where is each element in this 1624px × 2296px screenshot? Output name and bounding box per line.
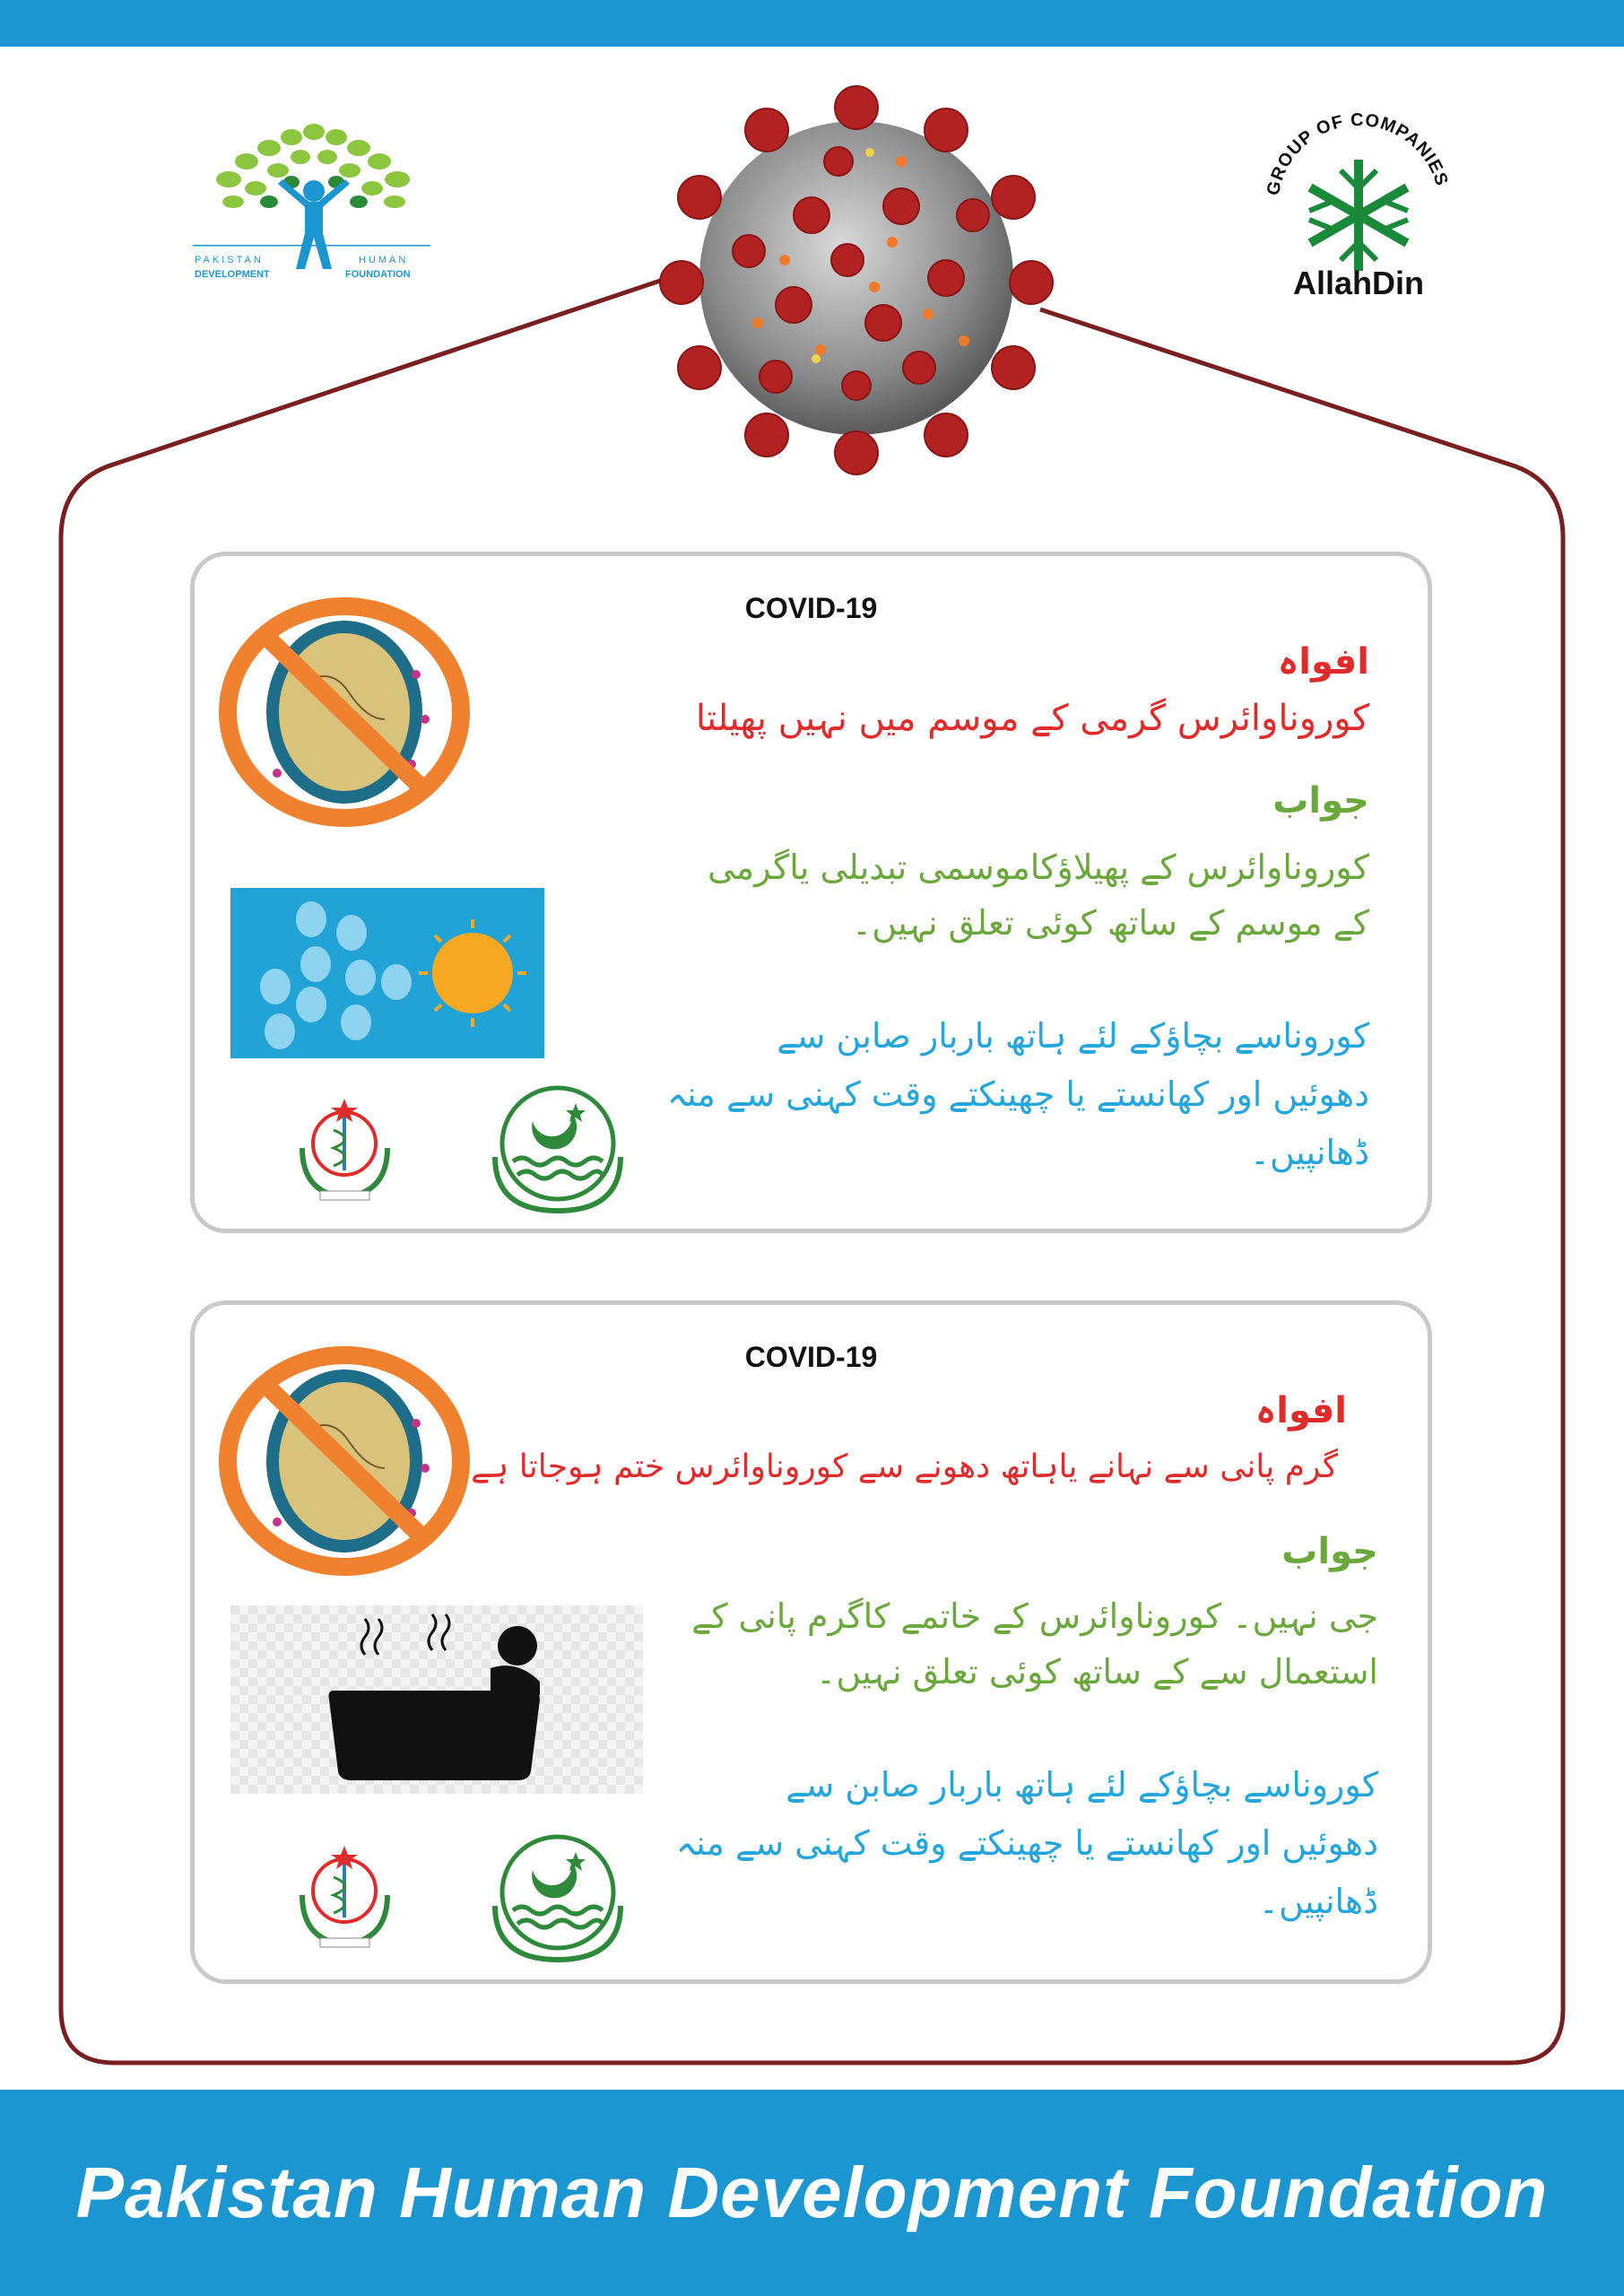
allahdin-arc-text: GROUP OF COMPANIES — [1263, 109, 1452, 197]
card-1-myth-heading: افواہ — [1277, 641, 1369, 683]
no-virus-icon — [214, 1343, 474, 1580]
phdf-logo-text-1: PAKISTAN — [195, 255, 264, 265]
hot-bath-picture — [230, 1605, 643, 1794]
card-2-answer-line-1: جی نہیں۔ کوروناوائرس کے خاتمے کاگرم پانی کے — [691, 1596, 1378, 1636]
phdf-logo-text-4: FOUNDATION — [345, 269, 411, 280]
card-1-title: COVID-19 — [744, 592, 878, 624]
punjab-government-seal — [477, 1825, 638, 1964]
card-2-myth-text: گرم پانی سے نہانے یاہاتھ دھونے سے کوروناوائرس ختم ہوجاتا ہے — [471, 1448, 1338, 1485]
card-1-myth-text: کوروناوائرس گرمی کے موسم میں نہیں پھیلتا — [695, 698, 1369, 739]
card-2-myth-heading: افواہ — [1255, 1390, 1347, 1431]
info-card-2 — [190, 1300, 1432, 1984]
allahdin-brand: AllahDin — [1292, 265, 1425, 301]
phdf-logo-text-3: DEVELOPMENT — [195, 269, 270, 280]
card-1-advice-line-3: ڈھانپیں۔ — [1249, 1133, 1369, 1172]
card-1-answer-line-2: کے موسم کے ساتھ کوئی تعلق نہیں۔ — [852, 903, 1369, 943]
card-1-advice-line-1: کوروناسے بچاؤکے لئے ہاتھ باربار صابن سے — [777, 1016, 1369, 1056]
card-1-answer-heading: جواب — [1272, 780, 1369, 822]
health-department-seal — [284, 1094, 405, 1206]
allahdin-logo — [1251, 108, 1466, 305]
card-2-answer-line-2: استعمال سے کے ساتھ کوئی تعلق نہیں۔ — [816, 1652, 1378, 1692]
card-2-answer-heading: جواب — [1281, 1531, 1378, 1572]
coronavirus-illustration — [659, 81, 1054, 475]
card-2-advice-line-2: دھوئیں اور کھانستے یا چھینکتے وقت کہنی سے منہ — [675, 1823, 1378, 1863]
no-virus-icon — [214, 594, 474, 831]
card-1-answer-line-1: کوروناوائرس کے پھیلاؤکاموسمی تبدیلی یاگرمی — [708, 848, 1369, 887]
info-card-1 — [190, 552, 1432, 1233]
card-2-advice-line-1: کوروناسے بچاؤکے لئے ہاتھ باربار صابن سے — [786, 1765, 1378, 1805]
punjab-government-seal — [477, 1076, 638, 1215]
card-2-title: COVID-19 — [744, 1341, 878, 1373]
card-2-advice-line-3: ڈھانپیں۔ — [1258, 1882, 1378, 1921]
footer-org-name: Pakistan Human Development Foundation — [75, 2152, 1549, 2232]
phdf-logo — [193, 112, 430, 291]
phdf-logo-text-2: HUMAN — [359, 255, 409, 265]
card-1-advice-line-2: دھوئیں اور کھانستے یا چھینکتے وقت کہنی سے منہ — [666, 1074, 1369, 1114]
footer-banner — [0, 2090, 1624, 2296]
health-department-seal — [284, 1841, 405, 1953]
rain-and-sun-picture — [230, 888, 544, 1058]
